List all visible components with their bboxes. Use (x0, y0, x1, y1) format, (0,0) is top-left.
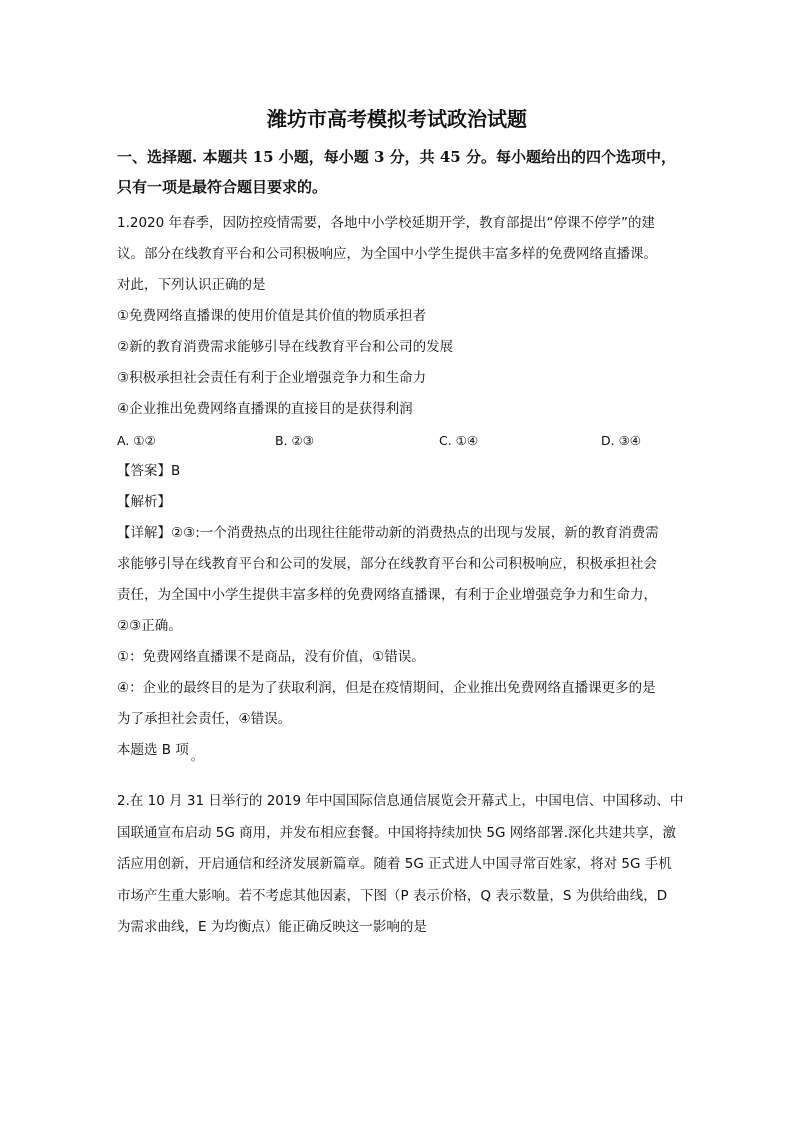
analysis-label: 【解析】 (117, 494, 171, 510)
document-content (117, 104, 684, 944)
question-2-stem (117, 786, 684, 944)
statement-4: ④企业推出免费网络直播课的直接目的是获得利润 (117, 401, 413, 417)
question-1-statements (117, 301, 677, 425)
option-a: A. ①② (117, 433, 156, 448)
detail-line: 求能够引导在线教育平台和公司的发展，部分在线教育平台和公司积极响应，积极承担社会 (117, 556, 657, 572)
statement-1: ①免费网络直播课的使用价值是其价值的物质承担者 (117, 308, 427, 324)
page-title: 潍坊市高考模拟考试政治试题 (267, 107, 527, 131)
q2-line: 为需求曲线，E 为均衡点）能正确反映这一影响的是 (117, 919, 427, 935)
detail-line: 【详解】②③:一个消费热点的出现往往能带动新的消费热点的出现与发展，新的教育消费需 (117, 525, 659, 541)
stem-line: 对此，下列认识正确的是 (117, 277, 266, 293)
q2-line: 2.在 10 月 31 日举行的 2019 年中国国际信息通信展览会开幕式上，中国电信、中国移动、中 (117, 793, 684, 809)
section-heading-line: 一、选择题. 本题共 15 小题，每小题 3 分，共 45 分。每小题给出的四个选项中， (117, 148, 676, 166)
statement-2: ②新的教育消费需求能够引导在线教育平台和公司的发展 (117, 339, 454, 355)
stem-line: 1.2020 年春季，因防控疫情需要，各地中小学校延期开学，教育部提出“停课不停学”的建 (117, 215, 656, 231)
question-1-stem (117, 208, 677, 301)
q2-line: 市场产生重大影响。若不考虑其他因素，下图（P 表示价格，Q 表示数量，S 为供给曲线，D (117, 887, 668, 904)
section-heading-line: 只有一项是最符合题目要求的。 (117, 178, 328, 196)
statement-3: ③积极承担社会责任有利于企业增强竞争力和生命力 (117, 370, 427, 386)
q2-line: 国联通宣布启动 5G 商用，并发布相应套餐。中国将持续加快 5G 网络部署.深化共建共享，激 (117, 824, 677, 841)
option-c: C. ①④ (439, 433, 479, 448)
stem-line: 议。部分在线教育平台和公司积极响应，为全国中小学生提供丰富多样的免费网络直播课。 (117, 246, 657, 262)
option-d: D. ③④ (601, 433, 641, 448)
detail-line: ②③正确。 (117, 618, 182, 634)
conclusion-mark: 。 (190, 749, 203, 763)
detail-line: ④：企业的最终目的是为了获取利润，但是在疫情期间，企业推出免费网络直播课更多的是 (117, 680, 656, 696)
conclusion-line (117, 735, 677, 772)
question-1-detail (117, 518, 677, 735)
detail-line: ①：免费网络直播课不是商品，没有价值，①错误。 (117, 649, 425, 665)
question-1-options (117, 425, 677, 456)
conclusion-text: 本题选 B 项 (117, 742, 189, 758)
detail-line: 为了承担社会责任，④错误。 (117, 711, 292, 727)
detail-line: 责任，为全国中小学生提供丰富多样的免费网络直播课，有利于企业增强竞争力和生命力， (117, 587, 657, 603)
option-b: B. ②③ (275, 433, 314, 448)
question-2 (117, 786, 684, 944)
answer-line: 【答案】B (117, 463, 181, 479)
q2-line: 活应用创新，开启通信和经济发展新篇章。随着 5G 正式进人中国寻常百姓家，将对 5G 手机 (117, 856, 672, 872)
section-heading (117, 142, 677, 202)
